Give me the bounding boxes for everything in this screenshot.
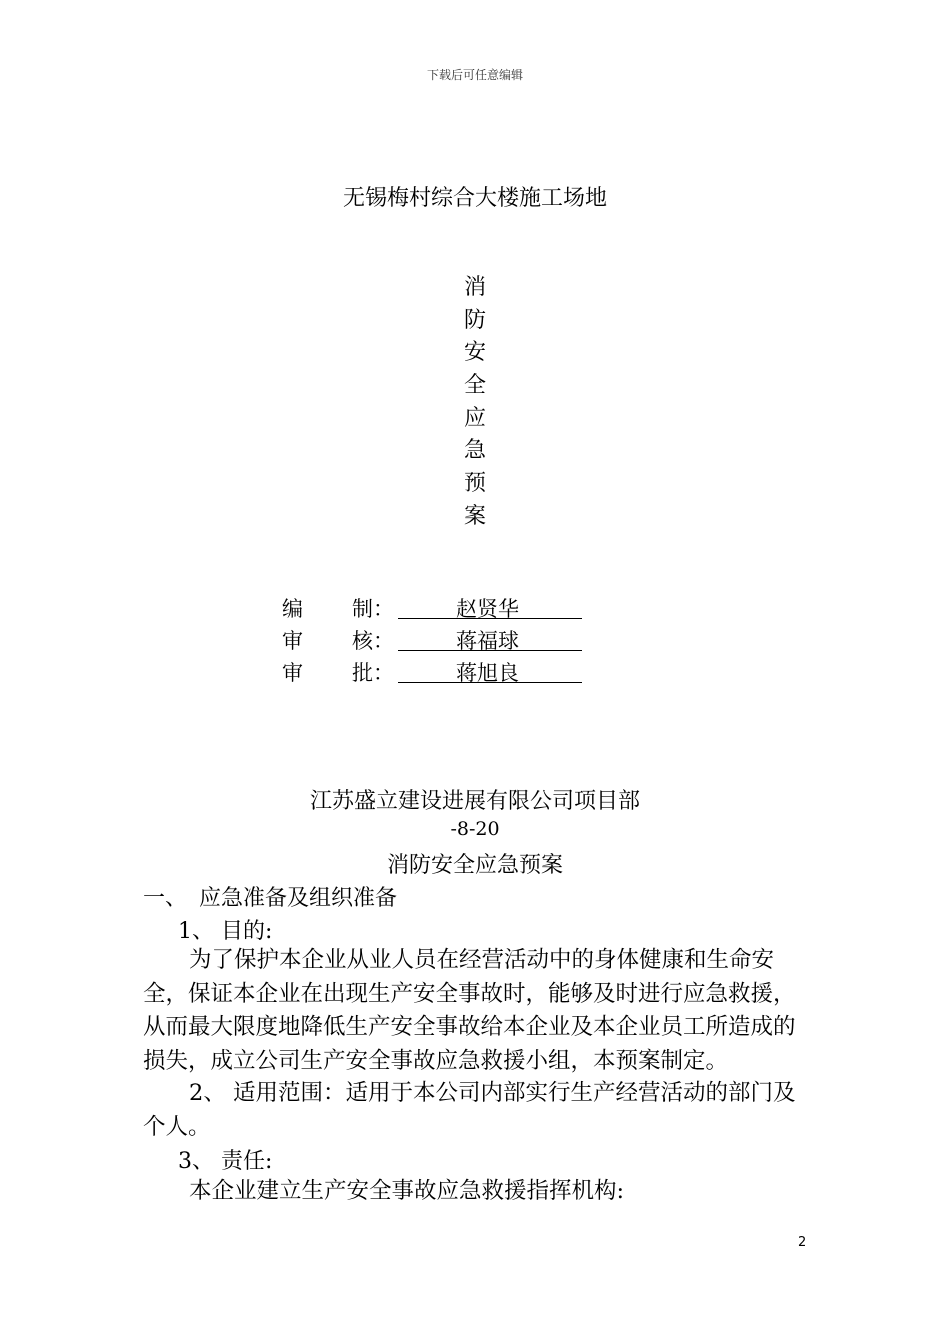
signature-role: 编	[282, 597, 303, 621]
signature-row-reviewed	[282, 625, 602, 657]
section-title: 应急准备及组织准备	[199, 886, 398, 911]
signature-role-suffix: 批：	[352, 661, 394, 685]
vertical-title-char: 预	[463, 471, 486, 497]
signature-role: 审	[282, 629, 303, 653]
vertical-title-char: 案	[463, 503, 486, 529]
vertical-title-char: 全	[463, 373, 486, 399]
vertical-title	[455, 272, 495, 534]
signature-role: 审	[282, 661, 303, 685]
signature-row-approved	[282, 657, 602, 689]
signature-role-suffix: 制：	[352, 597, 394, 621]
vertical-title-char: 应	[463, 405, 486, 431]
header-note: 下载后可任意编辑	[426, 68, 523, 82]
company-name: 江苏盛立建设进展有限公司项目部	[309, 789, 640, 814]
item-purpose-label: 1、 目的:	[178, 919, 273, 944]
document-date: -8-20	[450, 818, 500, 840]
vertical-title-char: 防	[463, 307, 486, 333]
item-duty-label: 3、 责任:	[178, 1149, 273, 1174]
document-title: 消防安全应急预案	[386, 853, 563, 878]
vertical-title-char: 消	[463, 275, 486, 300]
section-heading	[143, 881, 397, 912]
purpose-paragraph: 为了保护本企业从业人员在经营活动中的身体健康和生命安全，保证本企业在出现生产安全事故时，能够及时进行应急救援，从而最大限度地降低生产安全事故给本企业及本企业员工所造成的损失，成立公司生产安全事故应急救援小组，本预案制定。	[143, 947, 796, 1074]
duty-paragraph: 本企业建立生产安全事故应急救援指挥机构:	[189, 1178, 625, 1204]
site-title: 无锡梅村综合大楼施工场地	[342, 186, 607, 211]
vertical-title-char: 急	[463, 438, 486, 464]
scope-paragraph: 2、 适用范围：适用于本公司内部实行生产经营活动的部门及个人。	[143, 1080, 796, 1140]
signature-name: 蒋旭良	[398, 657, 582, 683]
signature-row-prepared	[282, 593, 602, 625]
page-number: 2	[798, 1235, 807, 1250]
signature-role-suffix: 核：	[352, 629, 394, 653]
vertical-title-char: 安	[463, 340, 486, 366]
signature-name: 蒋福球	[398, 625, 582, 651]
signature-name: 赵贤华	[398, 593, 582, 619]
section-number: 一、	[143, 886, 188, 911]
